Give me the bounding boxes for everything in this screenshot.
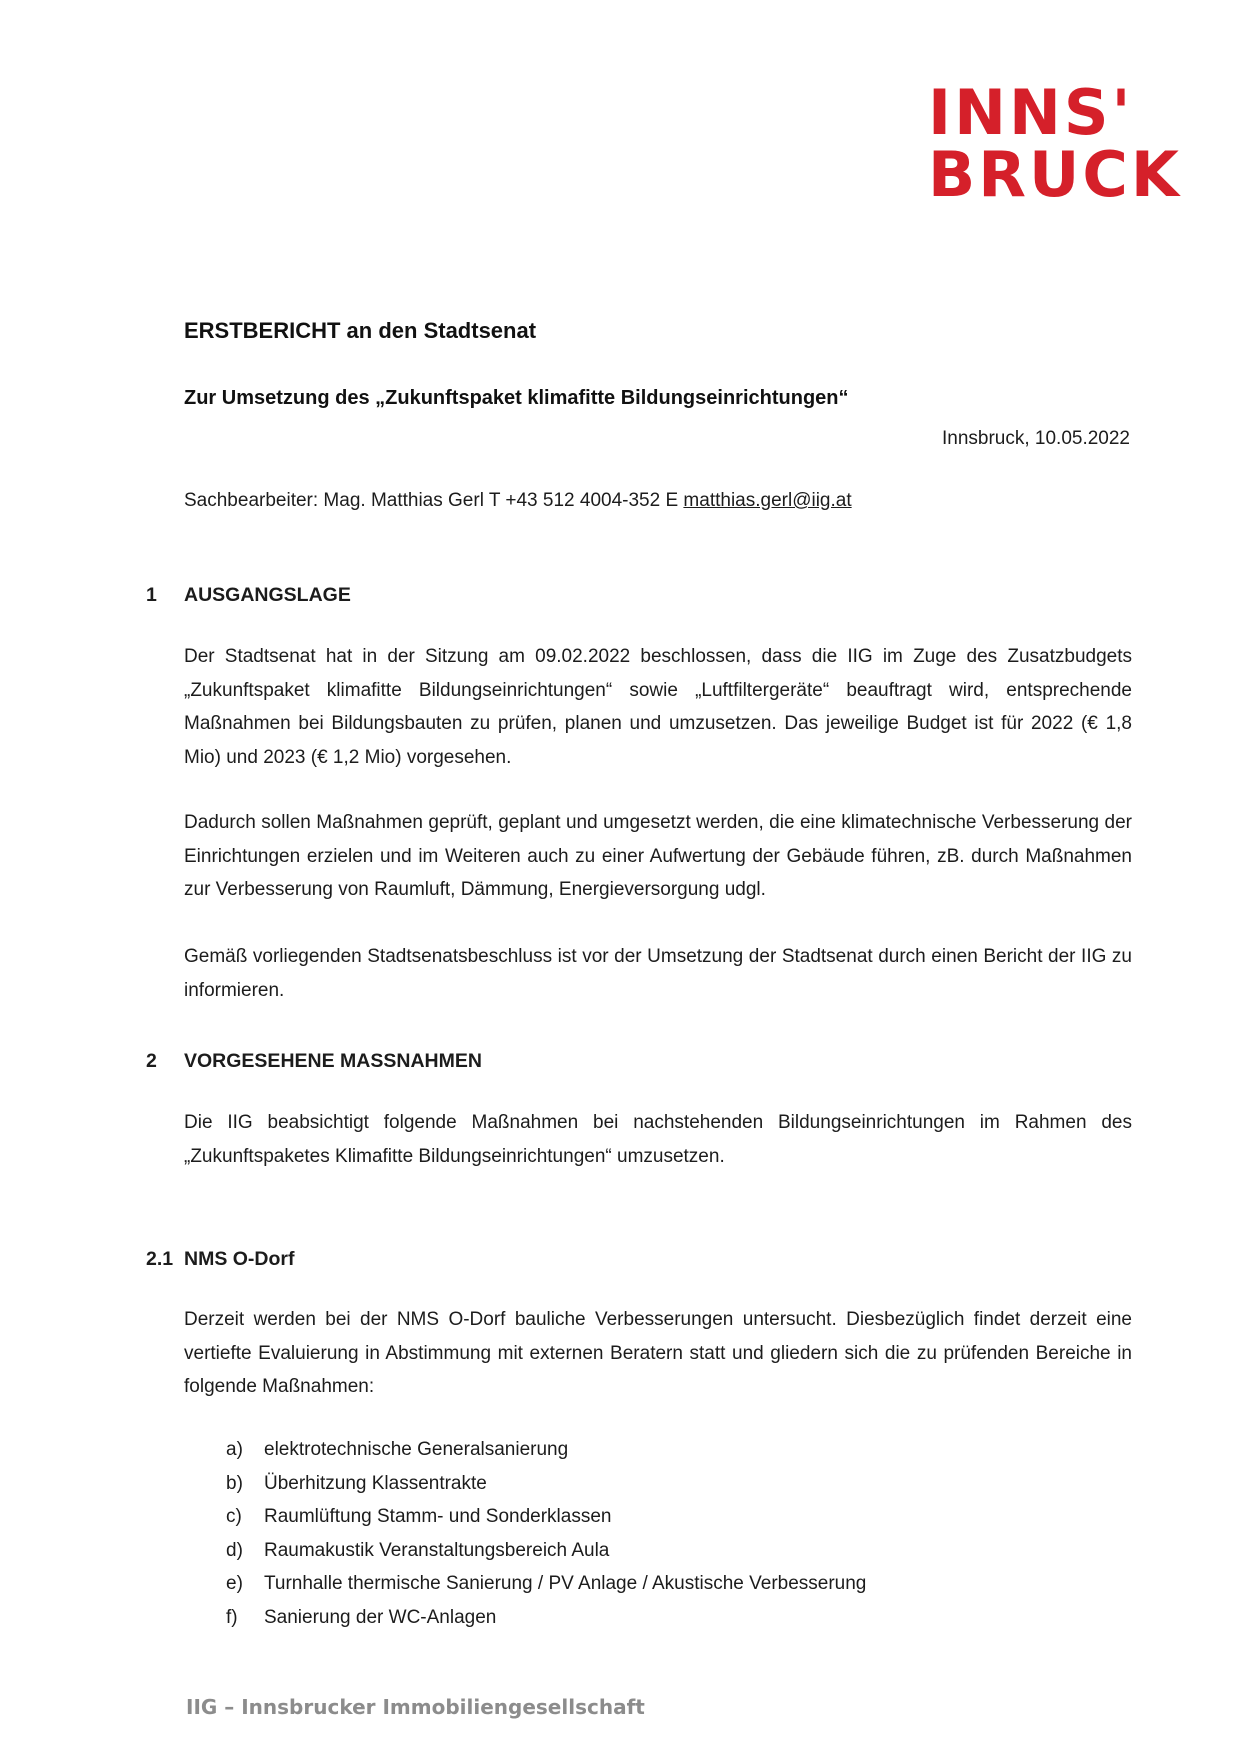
list-item-letter: e) bbox=[226, 1573, 243, 1594]
section-title: AUSGANGSLAGE bbox=[184, 584, 351, 606]
list-item bbox=[226, 1534, 866, 1568]
paragraph-ausgangslage-2: Dadurch sollen Maßnahmen geprüft, geplant und umgesetzt werden, die eine klimatechnische Verbesserung der Einrichtungen erzielen und im Weiteren auch zu einer Aufwertung der Gebäude führen, zB. durch Maßnahmen zur Verbesserung von Raumluft, Dämmung, Energieversorgung udgl. bbox=[184, 812, 1132, 900]
measures-list bbox=[226, 1433, 866, 1634]
section-number: 1 bbox=[146, 584, 157, 606]
list-item-letter: c) bbox=[226, 1506, 242, 1527]
section-2-1-heading bbox=[146, 1248, 295, 1271]
list-item-text: elektrotechnische Generalsanierung bbox=[264, 1439, 569, 1460]
document-subtitle: Zur Umsetzung des „Zukunftspaket klimafitte Bildungseinrichtungen“ bbox=[184, 387, 849, 409]
document-date: Innsbruck, 10.05.2022 bbox=[941, 428, 1130, 449]
contact-line bbox=[184, 490, 852, 512]
paragraph-ausgangslage-1: Der Stadtsenat hat in der Sitzung am 09.02.2022 beschlossen, dass die IIG im Zuge des Zusatzbudgets „Zukunftspaket klimafitte Bildungseinrichtungen“ sowie „Luftfiltergeräte“ beauftragt wird, entsprechende Maßnahmen bei Bildungsbauten zu prüfen, planen und umzusetzen. Das jeweilige Budget ist für 2022 (€ 1,8 Mio) und 2023 (€ 1,2 Mio) vorgesehen. bbox=[184, 646, 1132, 768]
list-item bbox=[226, 1601, 866, 1635]
list-item bbox=[226, 1433, 866, 1467]
list-item-letter: d) bbox=[226, 1539, 243, 1561]
paragraph-nms-odorf-1: Derzeit werden bei der NMS O-Dorf bauliche Verbesserungen untersucht. Diesbezüglich findet derzeit eine vertiefte Evaluierung in Abstimmung mit externen Beratern statt und gliedern sich die zu prüfenden Bereiche in folgende Maßnahmen: bbox=[184, 1309, 1132, 1397]
list-item-text: Überhitzung Klassentrakte bbox=[264, 1472, 487, 1494]
paragraph-ausgangslage-3: Gemäß vorliegenden Stadtsenatsbeschluss ist vor der Umsetzung der Stadtsenat durch einen Bericht der IIG zu informieren. bbox=[184, 946, 1132, 1001]
section-1-heading bbox=[146, 584, 351, 607]
page-footer: IIG – Innsbrucker Immobiliengesellschaft bbox=[186, 1695, 645, 1719]
section-number: 2 bbox=[146, 1050, 157, 1072]
section-2-heading bbox=[146, 1050, 482, 1073]
section-title: VORGESEHENE MASSNAHMEN bbox=[184, 1050, 482, 1072]
list-item-letter: f) bbox=[226, 1606, 238, 1628]
list-item bbox=[226, 1567, 866, 1601]
paragraph-massnahmen-1: Die IIG beabsichtigt folgende Maßnahmen bei nachstehenden Bildungseinrichtungen im Rahmen des „Zukunftspaketes Klimafitte Bildungseinrichtungen“ umzusetzen. bbox=[184, 1112, 1132, 1167]
logo-line-2: BRUCK bbox=[928, 138, 1182, 211]
logo-line-1: INNS' bbox=[928, 76, 1134, 149]
list-item-letter: b) bbox=[226, 1472, 243, 1494]
list-item bbox=[226, 1467, 866, 1501]
contact-text: Sachbearbeiter: Mag. Matthias Gerl T +43 512 4004-352 E bbox=[184, 490, 684, 511]
list-item-text: Turnhalle thermische Sanierung / PV Anlage / Akustische Verbesserung bbox=[264, 1573, 867, 1594]
list-item bbox=[226, 1500, 866, 1534]
list-item-letter: a) bbox=[226, 1439, 243, 1460]
list-item-text: Sanierung der WC-Anlagen bbox=[264, 1606, 497, 1628]
list-item-text: Raumakustik Veranstaltungsbereich Aula bbox=[264, 1539, 610, 1561]
innsbruck-logo bbox=[928, 76, 1182, 211]
document-title: ERSTBERICHT an den Stadtsenat bbox=[184, 318, 537, 343]
section-title: NMS O-Dorf bbox=[184, 1248, 295, 1270]
contact-email-link[interactable]: matthias.gerl@iig.at bbox=[683, 490, 852, 511]
section-number: 2.1 bbox=[146, 1248, 174, 1270]
list-item-text: Raumlüftung Stamm- und Sonderklassen bbox=[264, 1506, 612, 1527]
